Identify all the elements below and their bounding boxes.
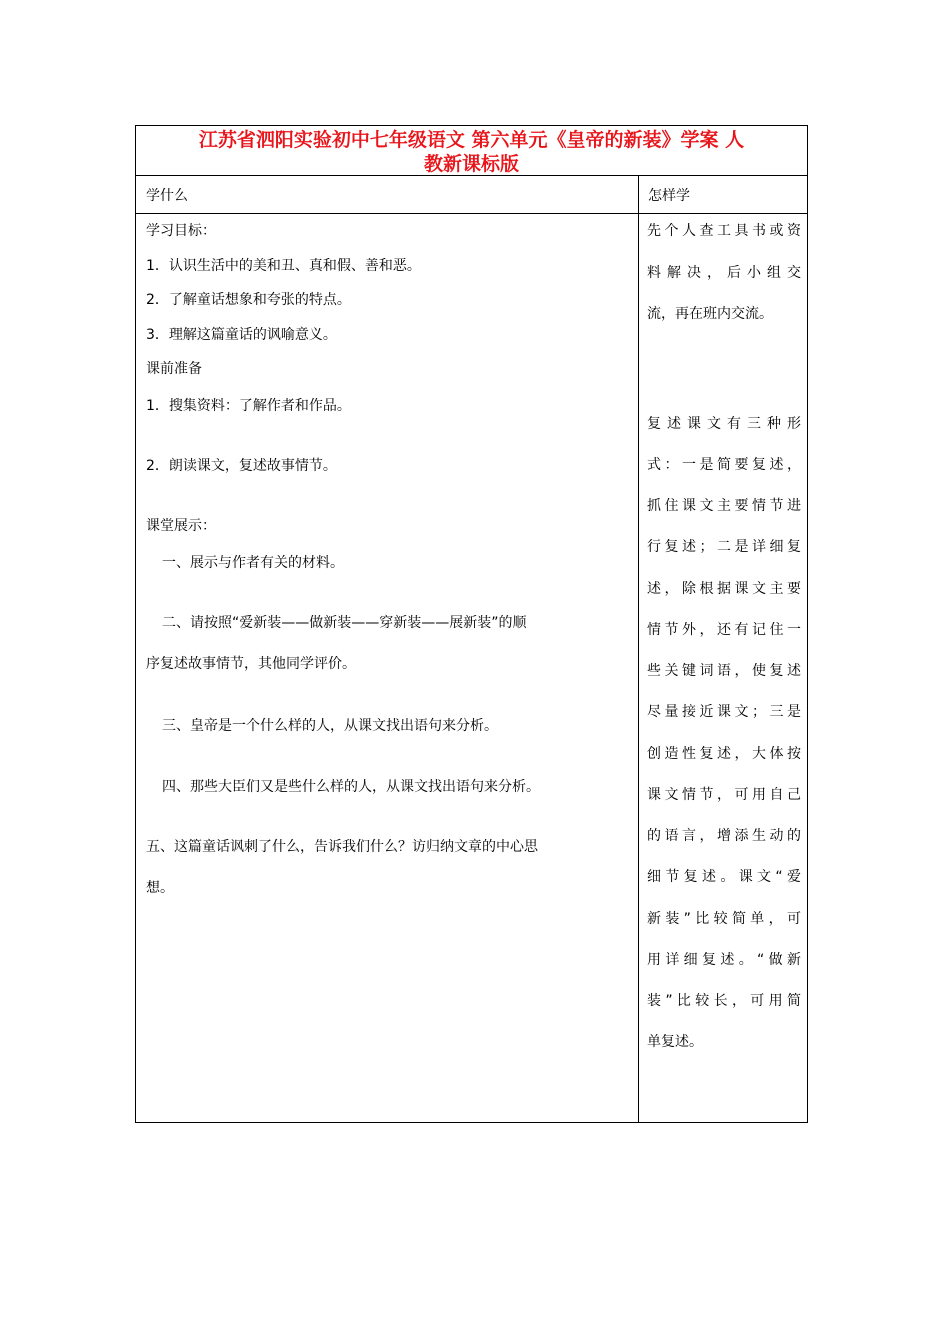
text-line: 行复述；二是详细复 [647, 539, 801, 555]
document-title [136, 126, 807, 176]
text-line: 课文情节，可用自己 [647, 787, 801, 803]
text-line: 述，除根据课文主要 [647, 581, 801, 597]
text-line: 复述课文有三种形 [647, 416, 801, 432]
text-line: 序复述故事情节，其他同学评价。 [146, 656, 356, 672]
header-how-to-learn: 怎样学 [648, 188, 690, 204]
text-line: 单复述。 [647, 1034, 703, 1050]
text-line: 新装”比较简单，可 [647, 911, 801, 927]
text-line: 一、展示与作者有关的材料。 [162, 555, 344, 571]
table-header-row [136, 176, 807, 214]
text-line: 课堂展示： [146, 518, 216, 534]
text-line: 3．理解这篇童话的讽喻意义。 [146, 327, 337, 343]
text-line: 料解决，后小组交 [647, 265, 801, 281]
text-line: 三、皇帝是一个什么样的人，从课文找出语句来分析。 [162, 718, 498, 734]
text-line: 抓住课文主要情节进 [647, 498, 801, 514]
text-line: 四、那些大臣们又是些什么样的人，从课文找出语句来分析。 [162, 779, 540, 795]
text-line: 二、请按照“爱新装——做新装——穿新装——展新装”的顺 [162, 615, 527, 631]
text-line: 流，再在班内交流。 [647, 306, 773, 322]
text-line: 尽量接近课文；三是 [647, 704, 801, 720]
text-line: 2．朗读课文，复述故事情节。 [146, 458, 337, 474]
text-line: 些关键词语，使复述 [647, 663, 801, 679]
title-line-1: 江苏省泗阳实验初中七年级语文 第六单元《皇帝的新装》学案 人 [198, 129, 745, 151]
text-line: 先个人查工具书或资 [647, 223, 801, 239]
text-line: 学习目标： [146, 223, 216, 239]
text-line: 用详细复述。“做新 [647, 952, 801, 968]
column-divider [638, 176, 639, 1123]
text-line: 的语言，增添生动的 [647, 828, 801, 844]
header-what-to-learn: 学什么 [146, 188, 188, 204]
text-line: 创造性复述，大体按 [647, 746, 801, 762]
text-line: 1．认识生活中的美和丑、真和假、善和恶。 [146, 258, 421, 274]
text-line: 2．了解童话想象和夸张的特点。 [146, 292, 351, 308]
text-line: 细节复述。课文“爱 [647, 869, 801, 885]
title-line-2: 教新课标版 [423, 153, 519, 175]
text-line: 五、这篇童话讽刺了什么，告诉我们什么？访归纳文章的中心思 [146, 839, 538, 855]
text-line: 想。 [146, 880, 174, 896]
text-line: 装”比较长，可用简 [647, 993, 801, 1009]
text-line: 课前准备 [146, 361, 202, 377]
text-line: 情节外，还有记住一 [647, 622, 801, 638]
lesson-plan-table [135, 125, 808, 1123]
text-line: 式：一是简要复述， [647, 457, 801, 473]
text-line: 1．搜集资料：了解作者和作品。 [146, 398, 351, 414]
